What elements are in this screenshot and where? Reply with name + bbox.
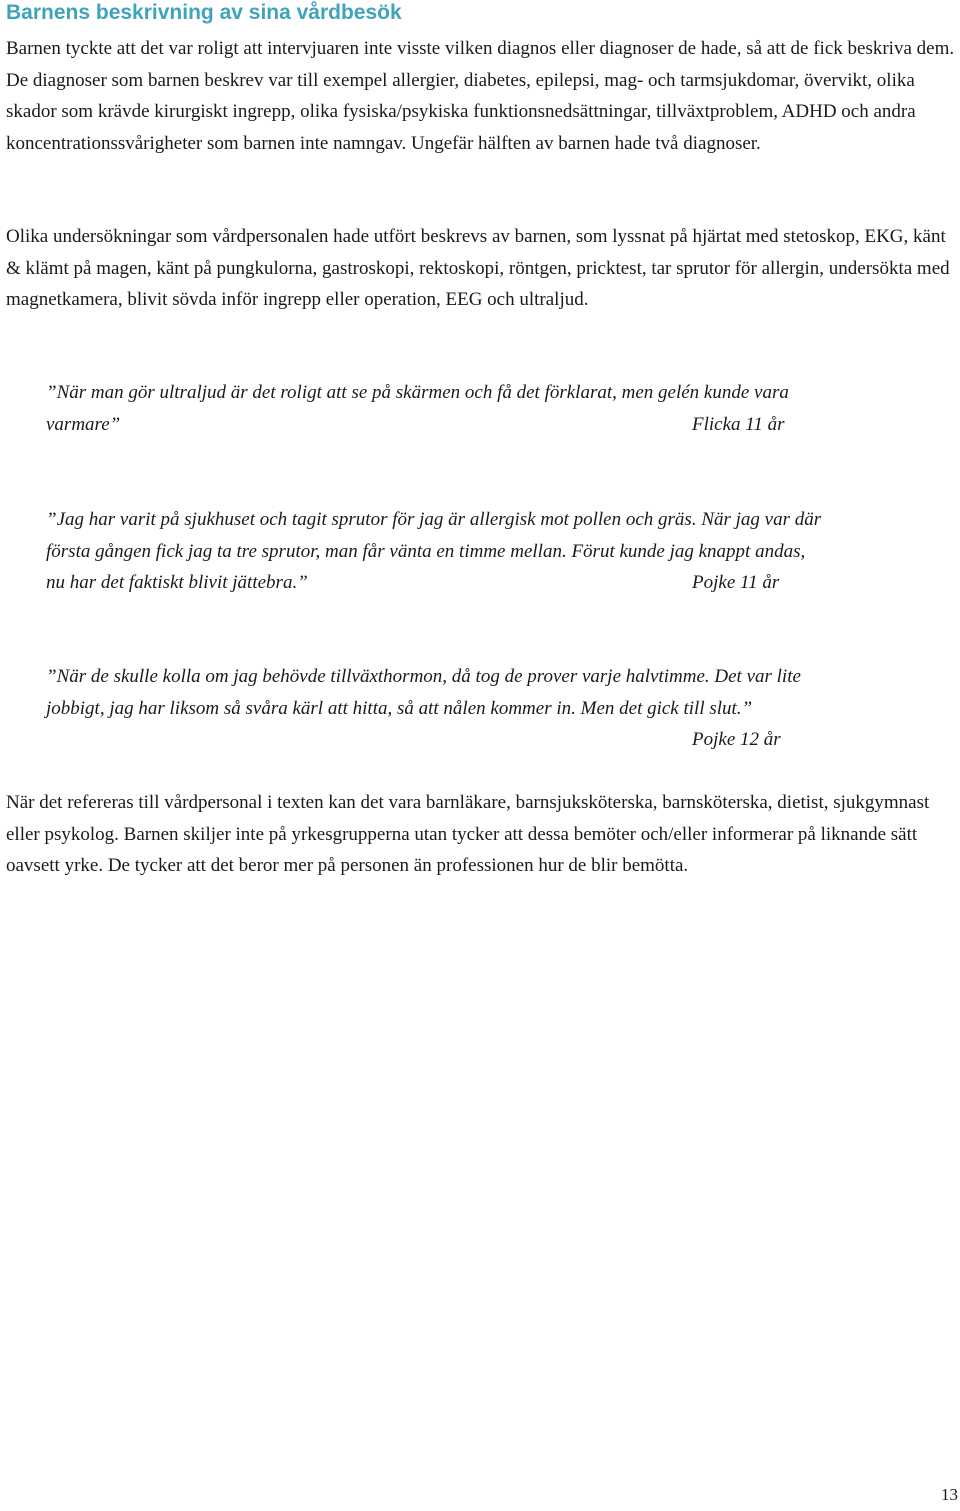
quote-line: första gången fick jag ta tre sprutor, man får vänta en timme mellan. Förut kunde jag knappt andas, <box>46 540 806 562</box>
page-number: 13 <box>941 1485 958 1504</box>
quote-allergy <box>46 504 946 599</box>
quote-line: nu har det faktiskt blivit jättebra.” <box>46 572 308 593</box>
quote-line: ”När de skulle kolla om jag behövde tillväxthormon, då tog de prover varje halvtimme. Det var lite <box>46 666 801 687</box>
paragraph-care-staff: När det refereras till vårdpersonal i texten kan det vara barnläkare, barnsjuksköterska, barnsköterska, dietist, sjukgymnast eller psykolog. Barnen skiljer inte på yrkesgrupperna utan tycker att dessa bemöter och/eller informerar på liknande sätt oavsett yrke. De tycker att det beror mer på personen än professionen hur de blir bemötta. <box>6 792 930 876</box>
quote-line: varmare” <box>46 413 121 435</box>
quote-attribution: Pojke 11 år <box>692 572 780 593</box>
quote-attribution: Flicka 11 år <box>692 413 785 435</box>
quote-line: ”När man gör ultraljud är det roligt att se på skärmen och få det förklarat, men gelén kunde vara <box>46 382 789 403</box>
quote-ultrasound <box>46 377 946 440</box>
quote-attribution: Pojke 12 år <box>692 729 781 750</box>
paragraph-diagnoses: Barnen tyckte att det var roligt att intervjuaren inte visste vilken diagnos eller diagnoser de hade, så att de fick beskriva dem. De diagnoser som barnen beskrev var till exempel allergier, diabetes, epilepsi, mag- och tarmsjukdomar, övervikt, olika skador som krävde kirurgiskt ingrepp, olika fysiska/psykiska funktionsnedsättningar, tillväxtproblem, ADHD och andra koncentrationssvårigheter som barnen inte namngav. Ungefär hälften av barnen hade två diagnoser. <box>6 38 955 154</box>
quote-line: ”Jag har varit på sjukhuset och tagit sprutor för jag är allergisk mot pollen och gräs. När jag var där <box>46 509 822 530</box>
quote-growth-hormone <box>46 661 946 750</box>
paragraph-examinations: Olika undersökningar som vårdpersonalen hade utfört beskrevs av barnen, som lyssnat på hjärtat med stetoskop, EKG, känt & klämt på magen, känt på pungkulorna, gastroskopi, rektoskopi, röntgen, pricktest, tar sprutor för allergin, undersökta med magnetkamera, blivit sövda inför ingrepp eller operation, EEG och ultraljud. <box>6 226 950 310</box>
section-heading: Barnens beskrivning av sina vårdbesök <box>6 1 402 24</box>
quote-line: jobbigt, jag har liksom så svåra kärl att hitta, så att nålen kommer in. Men det gick till slut.” <box>46 697 753 719</box>
